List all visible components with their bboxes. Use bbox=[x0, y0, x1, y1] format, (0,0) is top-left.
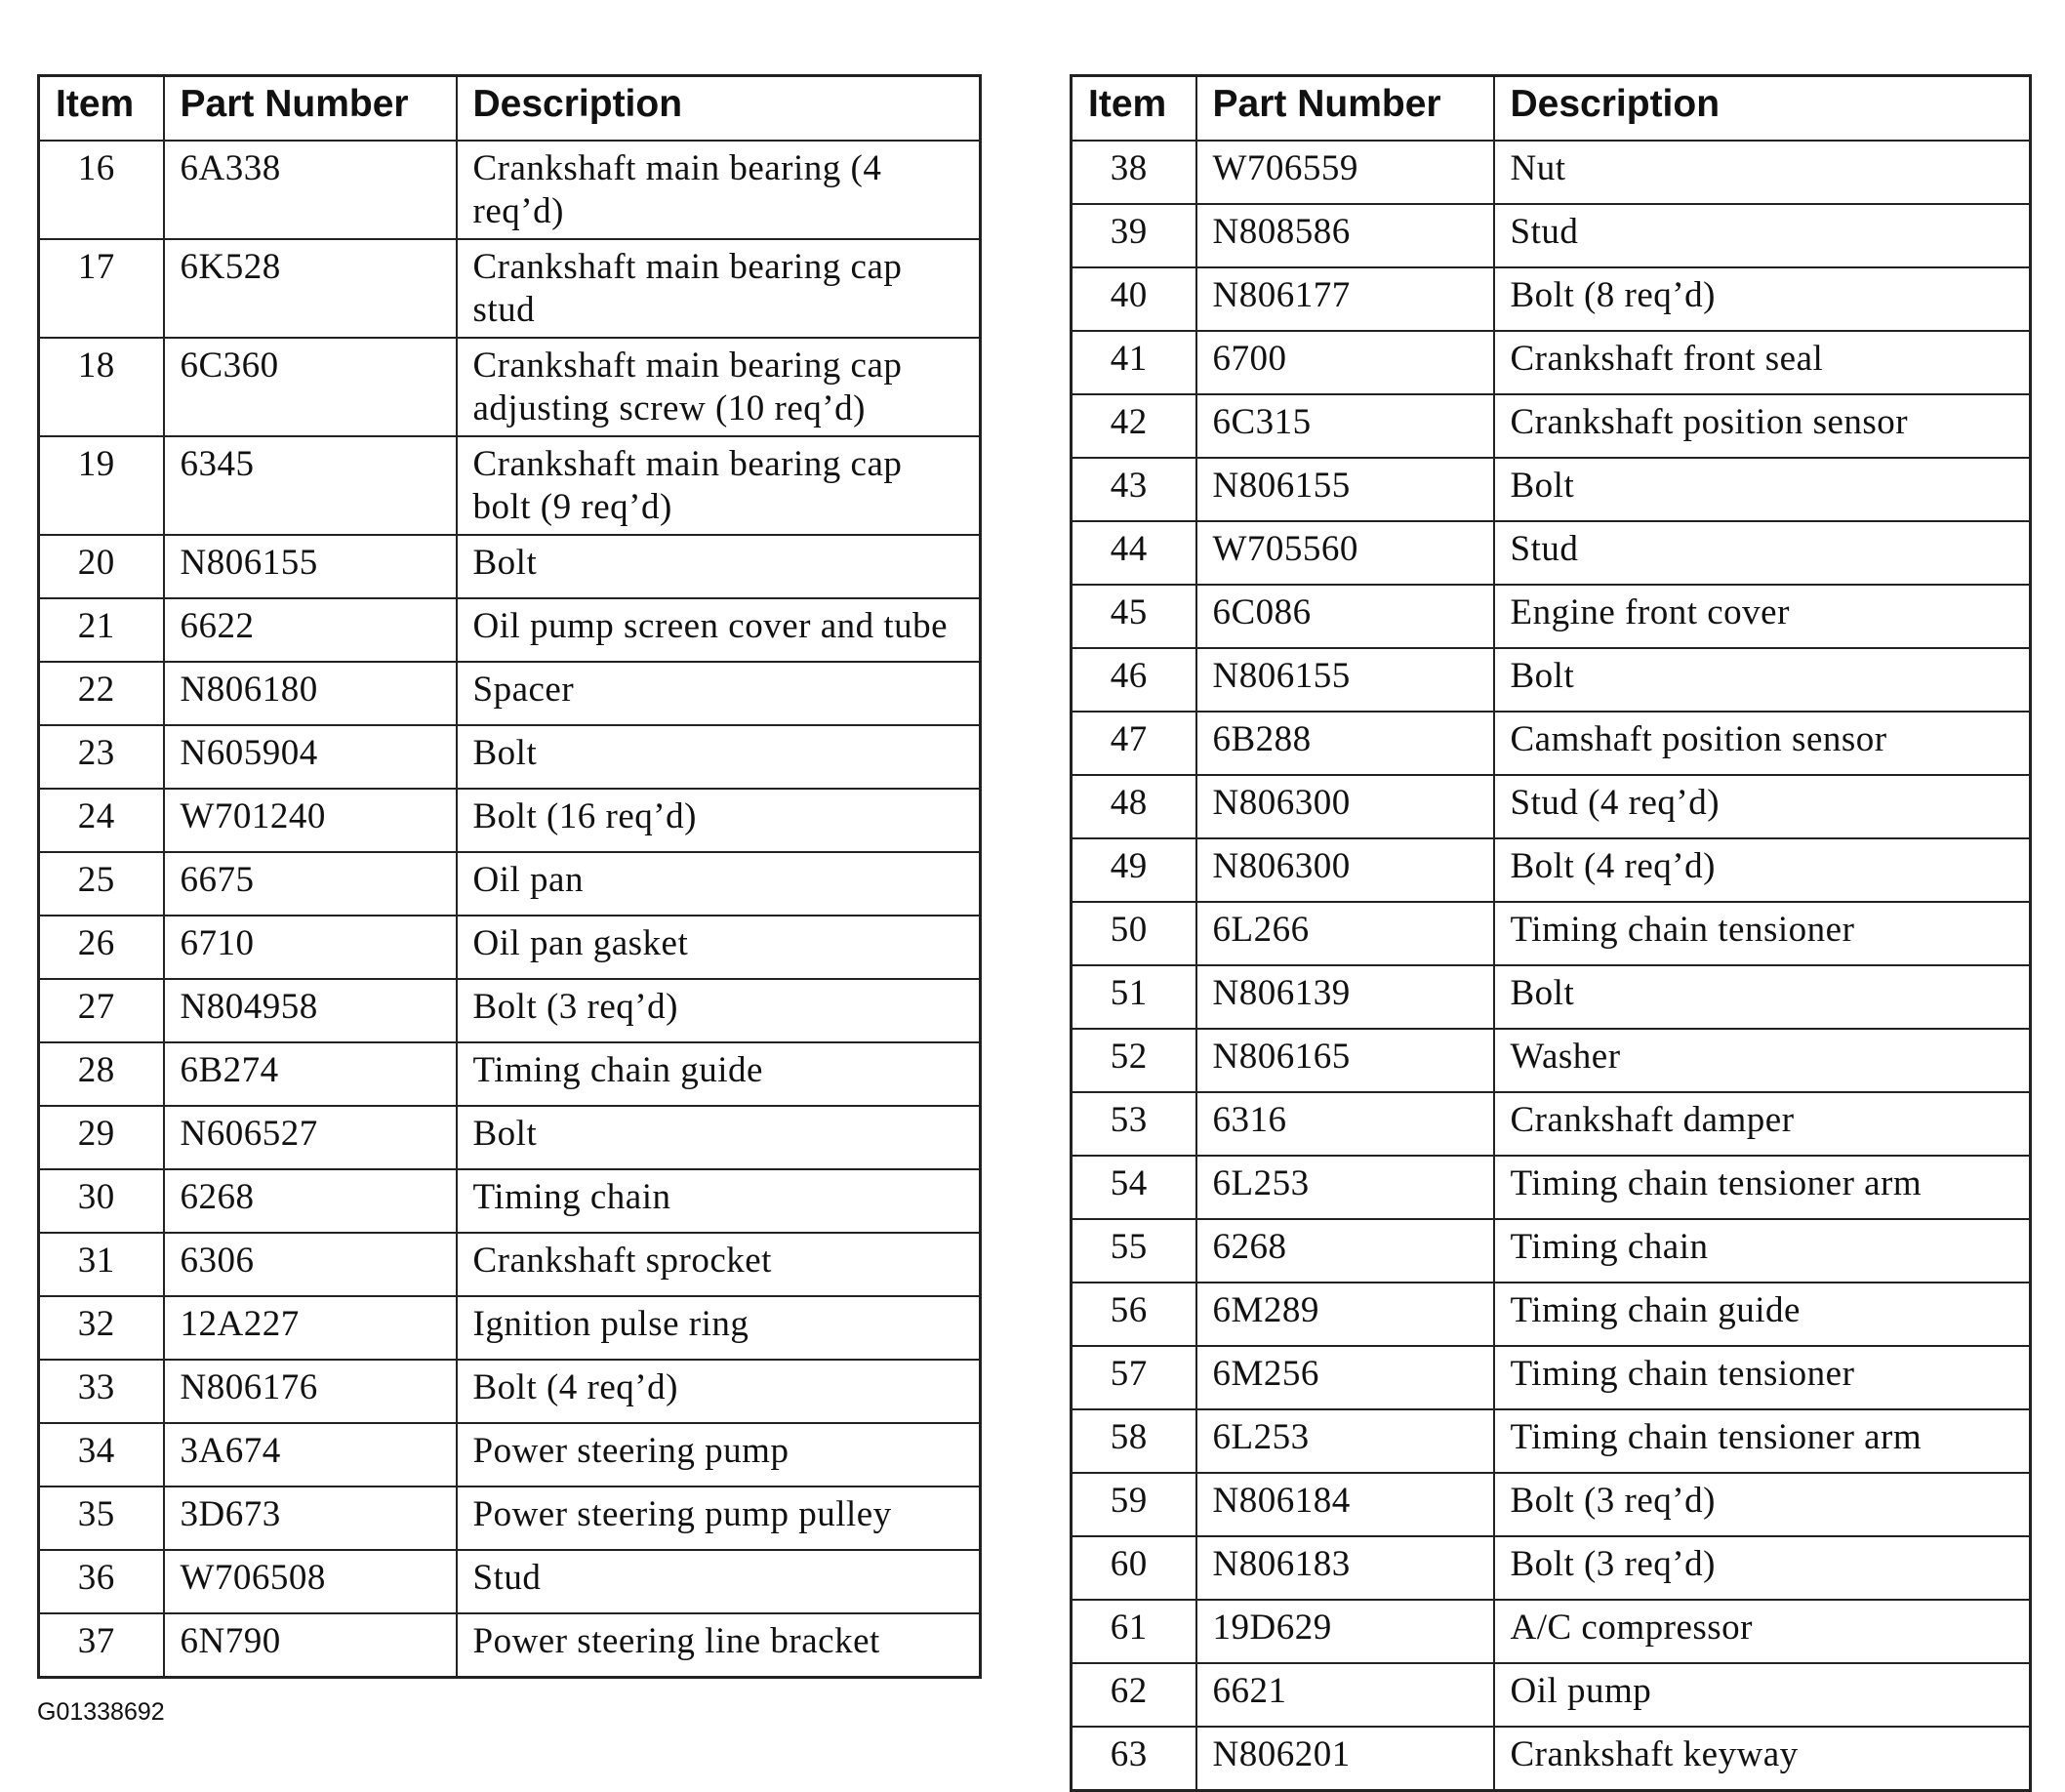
item-cell: 37 bbox=[39, 1613, 164, 1678]
item-cell: 42 bbox=[1072, 394, 1196, 458]
description-cell: Timing chain tensioner bbox=[1494, 902, 2031, 965]
item-cell: 54 bbox=[1072, 1156, 1196, 1219]
description-cell: Timing chain tensioner bbox=[1494, 1346, 2031, 1409]
part-number-cell: N806177 bbox=[1196, 267, 1494, 331]
part-number-cell: N806155 bbox=[1196, 648, 1494, 712]
figure-id: G01338692 bbox=[37, 1698, 165, 1726]
description-cell: Timing chain guide bbox=[457, 1042, 981, 1106]
description-cell: Crankshaft position sensor bbox=[1494, 394, 2031, 458]
table-row bbox=[1072, 1473, 2031, 1536]
table-row bbox=[1072, 1092, 2031, 1156]
item-cell: 27 bbox=[39, 979, 164, 1042]
description-cell: Oil pan bbox=[457, 852, 981, 916]
description-cell: Bolt bbox=[457, 535, 981, 598]
table-row bbox=[39, 1233, 981, 1296]
table-row bbox=[1072, 1409, 2031, 1473]
item-cell: 62 bbox=[1072, 1663, 1196, 1727]
description-cell: Engine front cover bbox=[1494, 585, 2031, 648]
part-number-cell: N806176 bbox=[164, 1360, 457, 1423]
table-row bbox=[1072, 1346, 2031, 1409]
header-item: Item bbox=[39, 76, 164, 142]
part-number-cell: 6675 bbox=[164, 852, 457, 916]
table-row bbox=[1072, 1156, 2031, 1219]
item-cell: 24 bbox=[39, 789, 164, 852]
part-number-cell: 6268 bbox=[1196, 1219, 1494, 1283]
part-number-cell: 6M289 bbox=[1196, 1283, 1494, 1346]
item-cell: 41 bbox=[1072, 331, 1196, 394]
table-row bbox=[1072, 267, 2031, 331]
item-cell: 20 bbox=[39, 535, 164, 598]
description-cell: Bolt (3 req’d) bbox=[1494, 1473, 2031, 1536]
part-number-cell: W701240 bbox=[164, 789, 457, 852]
description-cell: Bolt bbox=[457, 1106, 981, 1169]
table-row bbox=[39, 1360, 981, 1423]
item-cell: 30 bbox=[39, 1169, 164, 1233]
item-cell: 38 bbox=[1072, 141, 1196, 204]
part-number-cell: N806201 bbox=[1196, 1727, 1494, 1791]
table-row bbox=[39, 1106, 981, 1169]
description-cell: Oil pan gasket bbox=[457, 916, 981, 979]
item-cell: 16 bbox=[39, 141, 164, 239]
description-cell: Power steering pump pulley bbox=[457, 1487, 981, 1550]
description-cell: Oil pump bbox=[1494, 1663, 2031, 1727]
item-cell: 22 bbox=[39, 662, 164, 725]
table-row bbox=[39, 1487, 981, 1550]
part-number-cell: W706508 bbox=[164, 1550, 457, 1613]
part-number-cell: 6345 bbox=[164, 436, 457, 535]
part-number-cell: N605904 bbox=[164, 725, 457, 789]
part-number-cell: 6710 bbox=[164, 916, 457, 979]
item-cell: 34 bbox=[39, 1423, 164, 1487]
item-cell: 25 bbox=[39, 852, 164, 916]
table-row bbox=[1072, 712, 2031, 775]
header-item: Item bbox=[1072, 76, 1196, 142]
part-number-cell: N806155 bbox=[1196, 458, 1494, 521]
table-row bbox=[1072, 1536, 2031, 1600]
description-cell: Crankshaft main bearing (4 req’d) bbox=[457, 141, 981, 239]
item-cell: 57 bbox=[1072, 1346, 1196, 1409]
table-row bbox=[1072, 394, 2031, 458]
part-number-cell: N806184 bbox=[1196, 1473, 1494, 1536]
parts-table-right bbox=[1070, 74, 2032, 1792]
description-cell: Timing chain bbox=[457, 1169, 981, 1233]
header-description: Description bbox=[457, 76, 981, 142]
item-cell: 21 bbox=[39, 598, 164, 662]
table-row bbox=[39, 1423, 981, 1487]
table-row bbox=[1072, 775, 2031, 838]
item-cell: 26 bbox=[39, 916, 164, 979]
item-cell: 39 bbox=[1072, 204, 1196, 267]
part-number-cell: 6C360 bbox=[164, 338, 457, 436]
part-number-cell: N806139 bbox=[1196, 965, 1494, 1029]
table-row bbox=[39, 1296, 981, 1360]
description-cell: Timing chain tensioner arm bbox=[1494, 1156, 2031, 1219]
item-cell: 44 bbox=[1072, 521, 1196, 585]
table-row bbox=[39, 725, 981, 789]
parts-table-left bbox=[37, 74, 982, 1679]
table-row bbox=[1072, 585, 2031, 648]
table-row bbox=[39, 1042, 981, 1106]
part-number-cell: 6621 bbox=[1196, 1663, 1494, 1727]
description-cell: Bolt (4 req’d) bbox=[457, 1360, 981, 1423]
part-number-cell: 6L266 bbox=[1196, 902, 1494, 965]
table-row bbox=[1072, 648, 2031, 712]
part-number-cell: 6K528 bbox=[164, 239, 457, 338]
part-number-cell: N808586 bbox=[1196, 204, 1494, 267]
part-number-cell: 6700 bbox=[1196, 331, 1494, 394]
description-cell: Camshaft position sensor bbox=[1494, 712, 2031, 775]
part-number-cell: 6C086 bbox=[1196, 585, 1494, 648]
description-cell: Bolt bbox=[1494, 965, 2031, 1029]
description-cell: Bolt bbox=[1494, 458, 2031, 521]
item-cell: 43 bbox=[1072, 458, 1196, 521]
table-row bbox=[1072, 521, 2031, 585]
description-cell: Crankshaft main bearing cap stud bbox=[457, 239, 981, 338]
table-row bbox=[39, 852, 981, 916]
item-cell: 47 bbox=[1072, 712, 1196, 775]
item-cell: 36 bbox=[39, 1550, 164, 1613]
table-row bbox=[1072, 1663, 2031, 1727]
description-cell: Crankshaft front seal bbox=[1494, 331, 2031, 394]
description-cell: Bolt (4 req’d) bbox=[1494, 838, 2031, 902]
item-cell: 31 bbox=[39, 1233, 164, 1296]
description-cell: Crankshaft keyway bbox=[1494, 1727, 2031, 1791]
table-row bbox=[1072, 902, 2031, 965]
description-cell: Stud bbox=[457, 1550, 981, 1613]
item-cell: 46 bbox=[1072, 648, 1196, 712]
description-cell: Bolt (16 req’d) bbox=[457, 789, 981, 852]
table-row bbox=[1072, 331, 2031, 394]
description-cell: Nut bbox=[1494, 141, 2031, 204]
table-row bbox=[39, 338, 981, 436]
table-row bbox=[39, 979, 981, 1042]
item-cell: 49 bbox=[1072, 838, 1196, 902]
description-cell: Bolt bbox=[1494, 648, 2031, 712]
item-cell: 52 bbox=[1072, 1029, 1196, 1092]
part-number-cell: 12A227 bbox=[164, 1296, 457, 1360]
part-number-cell: 19D629 bbox=[1196, 1600, 1494, 1663]
table-row bbox=[1072, 1219, 2031, 1283]
table-row bbox=[39, 535, 981, 598]
table-row bbox=[39, 1613, 981, 1678]
description-cell: Bolt (8 req’d) bbox=[1494, 267, 2031, 331]
item-cell: 58 bbox=[1072, 1409, 1196, 1473]
item-cell: 59 bbox=[1072, 1473, 1196, 1536]
item-cell: 35 bbox=[39, 1487, 164, 1550]
part-number-cell: N804958 bbox=[164, 979, 457, 1042]
part-number-cell: 6M256 bbox=[1196, 1346, 1494, 1409]
item-cell: 63 bbox=[1072, 1727, 1196, 1791]
table-row bbox=[1072, 204, 2031, 267]
item-cell: 23 bbox=[39, 725, 164, 789]
part-number-cell: N806180 bbox=[164, 662, 457, 725]
table-row bbox=[39, 916, 981, 979]
part-number-cell: N606527 bbox=[164, 1106, 457, 1169]
description-cell: Timing chain bbox=[1494, 1219, 2031, 1283]
part-number-cell: 3A674 bbox=[164, 1423, 457, 1487]
description-cell: Oil pump screen cover and tube bbox=[457, 598, 981, 662]
description-cell: Spacer bbox=[457, 662, 981, 725]
description-cell: Bolt (3 req’d) bbox=[1494, 1536, 2031, 1600]
part-number-cell: 6A338 bbox=[164, 141, 457, 239]
table-row bbox=[1072, 1727, 2031, 1791]
item-cell: 60 bbox=[1072, 1536, 1196, 1600]
part-number-cell: 6L253 bbox=[1196, 1156, 1494, 1219]
table-row bbox=[1072, 1283, 2031, 1346]
table-row bbox=[39, 1550, 981, 1613]
part-number-cell: N806165 bbox=[1196, 1029, 1494, 1092]
item-cell: 32 bbox=[39, 1296, 164, 1360]
description-cell: A/C compressor bbox=[1494, 1600, 2031, 1663]
item-cell: 18 bbox=[39, 338, 164, 436]
item-cell: 28 bbox=[39, 1042, 164, 1106]
description-cell: Stud bbox=[1494, 204, 2031, 267]
part-number-cell: 6306 bbox=[164, 1233, 457, 1296]
table-row bbox=[1072, 965, 2031, 1029]
part-number-cell: 6L253 bbox=[1196, 1409, 1494, 1473]
description-cell: Bolt (3 req’d) bbox=[457, 979, 981, 1042]
description-cell: Crankshaft damper bbox=[1494, 1092, 2031, 1156]
part-number-cell: 3D673 bbox=[164, 1487, 457, 1550]
header-description: Description bbox=[1494, 76, 2031, 142]
table-row bbox=[39, 1169, 981, 1233]
item-cell: 51 bbox=[1072, 965, 1196, 1029]
item-cell: 19 bbox=[39, 436, 164, 535]
item-cell: 55 bbox=[1072, 1219, 1196, 1283]
description-cell: Crankshaft sprocket bbox=[457, 1233, 981, 1296]
item-cell: 29 bbox=[39, 1106, 164, 1169]
description-cell: Ignition pulse ring bbox=[457, 1296, 981, 1360]
item-cell: 53 bbox=[1072, 1092, 1196, 1156]
part-number-cell: 6268 bbox=[164, 1169, 457, 1233]
table-row bbox=[1072, 838, 2031, 902]
header-part-number: Part Number bbox=[1196, 76, 1494, 142]
description-cell: Crankshaft main bearing cap adjusting screw (10 req’d) bbox=[457, 338, 981, 436]
description-cell: Timing chain tensioner arm bbox=[1494, 1409, 2031, 1473]
table-row bbox=[1072, 458, 2031, 521]
part-number-cell: 6B288 bbox=[1196, 712, 1494, 775]
part-number-cell: N806300 bbox=[1196, 838, 1494, 902]
table-row bbox=[39, 141, 981, 239]
part-number-cell: N806155 bbox=[164, 535, 457, 598]
description-cell: Stud bbox=[1494, 521, 2031, 585]
item-cell: 45 bbox=[1072, 585, 1196, 648]
item-cell: 17 bbox=[39, 239, 164, 338]
part-number-cell: 6C315 bbox=[1196, 394, 1494, 458]
table-row bbox=[39, 598, 981, 662]
part-number-cell: W706559 bbox=[1196, 141, 1494, 204]
description-cell: Power steering line bracket bbox=[457, 1613, 981, 1678]
item-cell: 40 bbox=[1072, 267, 1196, 331]
part-number-cell: 6316 bbox=[1196, 1092, 1494, 1156]
part-number-cell: N806300 bbox=[1196, 775, 1494, 838]
item-cell: 56 bbox=[1072, 1283, 1196, 1346]
item-cell: 33 bbox=[39, 1360, 164, 1423]
table-row bbox=[1072, 1600, 2031, 1663]
part-number-cell: N806183 bbox=[1196, 1536, 1494, 1600]
part-number-cell: 6B274 bbox=[164, 1042, 457, 1106]
description-cell: Timing chain guide bbox=[1494, 1283, 2031, 1346]
part-number-cell: W705560 bbox=[1196, 521, 1494, 585]
table-row bbox=[39, 239, 981, 338]
header-row bbox=[39, 76, 981, 142]
description-cell: Crankshaft main bearing cap bolt (9 req’d) bbox=[457, 436, 981, 535]
description-cell: Washer bbox=[1494, 1029, 2031, 1092]
description-cell: Power steering pump bbox=[457, 1423, 981, 1487]
table-row bbox=[39, 789, 981, 852]
item-cell: 48 bbox=[1072, 775, 1196, 838]
table-row bbox=[1072, 141, 2031, 204]
table-row bbox=[39, 662, 981, 725]
description-cell: Bolt bbox=[457, 725, 981, 789]
item-cell: 61 bbox=[1072, 1600, 1196, 1663]
part-number-cell: 6622 bbox=[164, 598, 457, 662]
part-number-cell: 6N790 bbox=[164, 1613, 457, 1678]
description-cell: Stud (4 req’d) bbox=[1494, 775, 2031, 838]
header-part-number: Part Number bbox=[164, 76, 457, 142]
table-row bbox=[39, 436, 981, 535]
table-row bbox=[1072, 1029, 2031, 1092]
header-row bbox=[1072, 76, 2031, 142]
item-cell: 50 bbox=[1072, 902, 1196, 965]
